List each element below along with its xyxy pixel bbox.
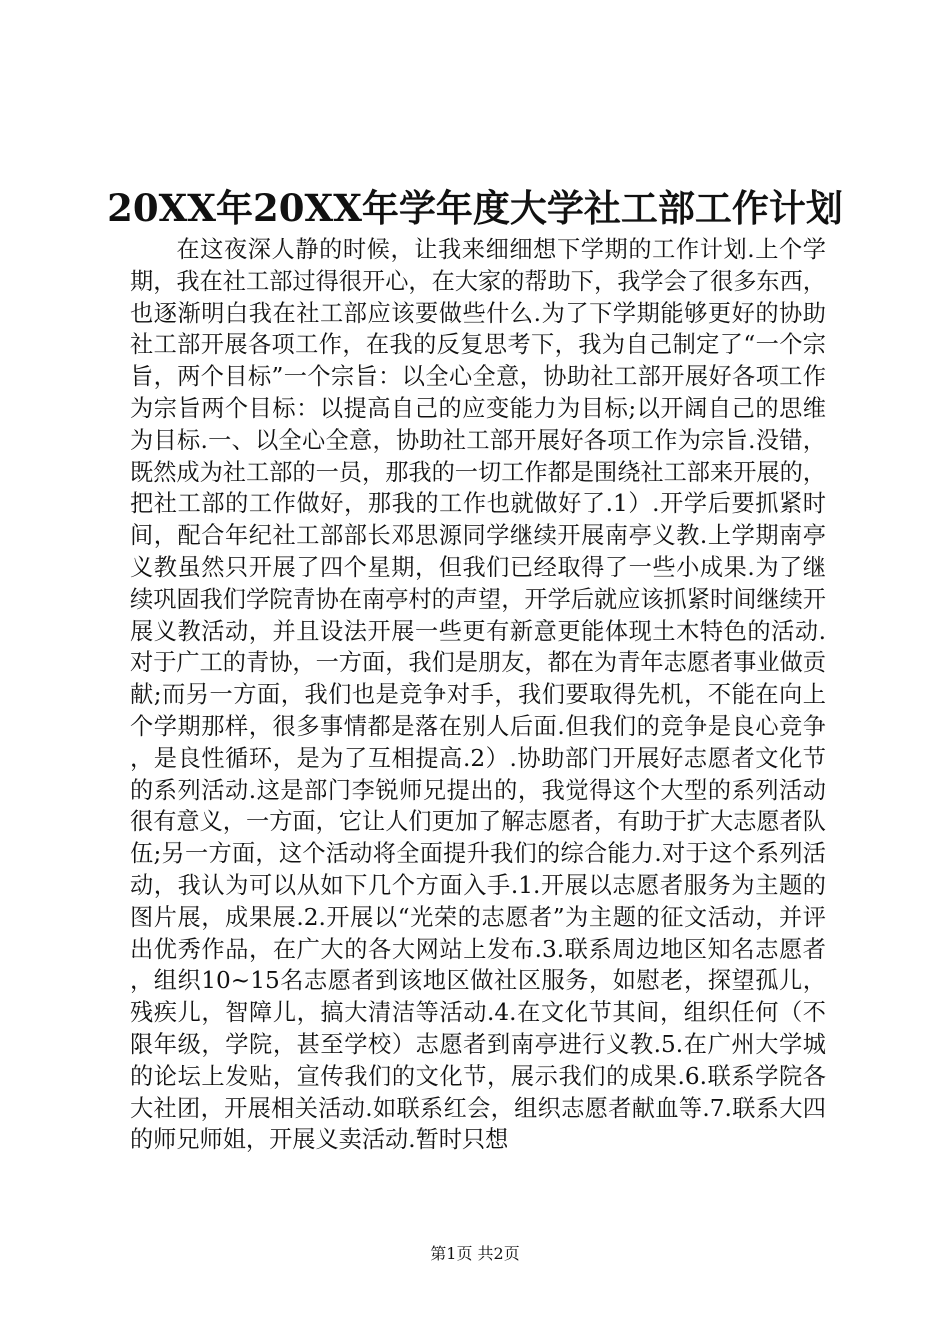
document-body: 在这夜深人静的时候，让我来细细想下学期的工作计划.上个学期，我在社工部过得很开心，在大家的帮助下，我学会了很多东西，也逐渐明白我在社工部应该要做些什么.为了下学期能够更好的协助社工部开展各项工作，在我的反复思考下，我为自己制定了“一个宗旨，两个目标”一个宗旨：以全心全意，协助社工部开展好各项工作为宗旨两个目标：以提高自己的应变能力为目标;以开阔自己的思维为目标.一、以全心全意，协助社工部开展好各项工作为宗旨.没错，既然成为社工部的一员，那我的一切工作都是围绕社工部来开展的，把社工部的工作做好，那我的工作也就做好了.1）.开学后要抓紧时间，配合年纪社工部部长邓思源同学继续开展南亭义教.上学期南亭义教虽然只开展了四个星期，但我们已经取得了一些小成果.为了继续巩固我们学院青协在南亭村的声望，开学后就应该抓紧时间继续开展义教活动，并且设法开展一些更有新意更能体现土木特色的活动.对于广工的青协，一方面，我们是朋友，都在为青年志愿者事业做贡献;而另一方面，我们也是竞争对手，我们要取得先机，不能在向上个学期那样，很多事情都是落在别人后面.但我们的竞争是良心竞争，是良性循环，是为了互相提高.2）.协助部门开展好志愿者文化节的系列活动.这是部门李锐师兄提出的，我觉得这个大型的系列活动很有意义，一方面，它让人们更加了解志愿者，有助于扩大志愿者队伍;另一方面，这个活动将全面提升我们的综合能力.对于这个系列活动，我认为可以从如下几个方面入手.1.开展以志愿者服务为主题的图片展，成果展.2.开展以“光荣的志愿者”为主题的征文活动，并评出优秀作品，在广大的各大网站上发布.3.联系周边地区知名志愿者，组织10~15名志愿者到该地区做社区服务，如慰老，探望孤儿，残疾儿，智障儿，搞大清洁等活动.4.在文化节其间，组织任何（不限年级，学院，甚至学校）志愿者到南亭进行义教.5.在广州大学城的论坛上发贴，宣传我们的文化节，展示我们的成果.6.联系学院各大社团，开展相关活动.如联系红会，组织志愿者献血等.7.联系大四的师兄师姐，开展义卖活动.暂时只想 — [130, 236, 826, 1154]
page-indicator: 第1页 共2页 — [430, 1244, 520, 1263]
document-title: 20XX年20XX年学年度大学社工部工作计划 — [107, 186, 843, 230]
